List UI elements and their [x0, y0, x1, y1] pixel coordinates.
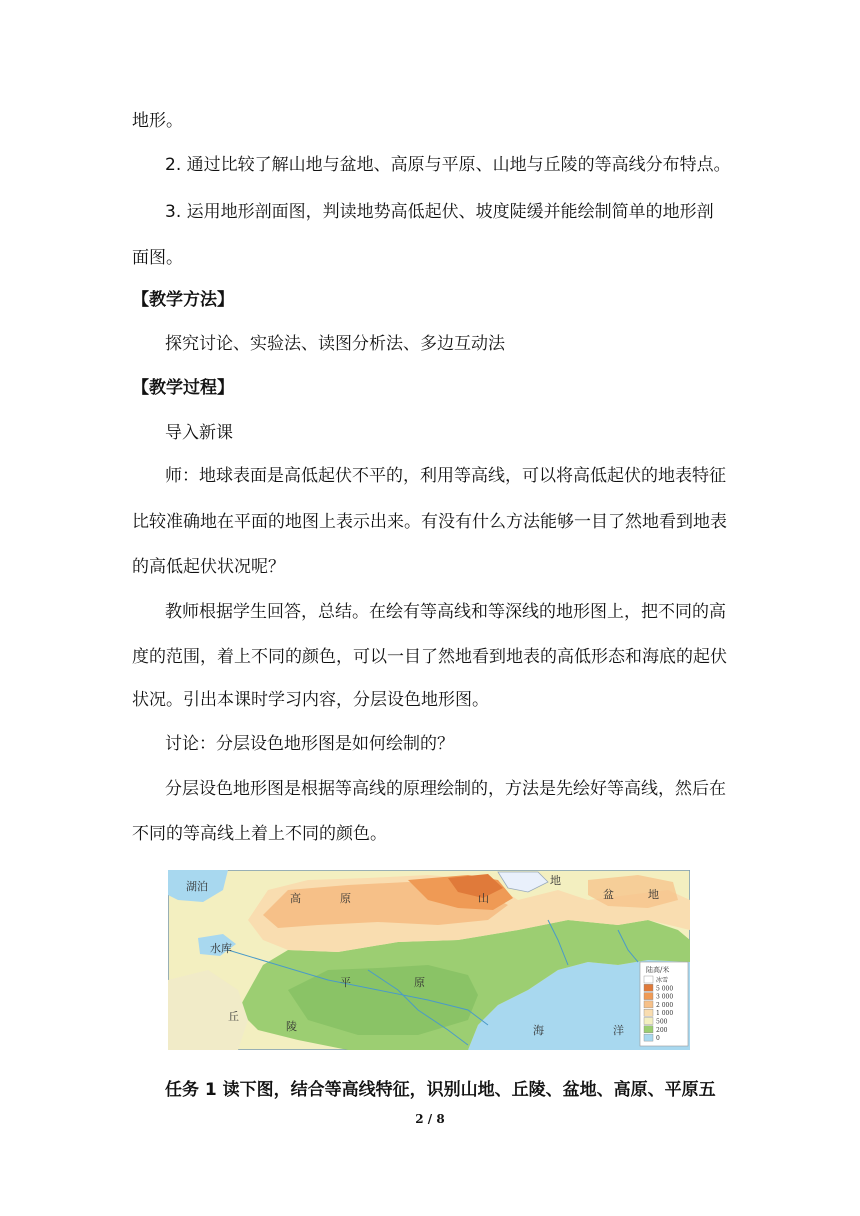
legend-swatch	[644, 1026, 653, 1033]
paragraph-line: 状况。引出本课时学习内容，分层设色地形图。	[132, 690, 489, 710]
paragraph-line: 的高低起伏状况呢？	[132, 557, 285, 577]
legend-label: 0	[656, 1035, 660, 1043]
legend-label: 500	[656, 1018, 668, 1026]
sea-label: 洋	[613, 1024, 624, 1037]
legend-label: 5 000	[656, 985, 674, 993]
paragraph-line: 分层设色地形图是根据等高线的原理绘制的，方法是先绘好等高线，然后在	[165, 779, 726, 799]
legend-swatch	[644, 1018, 653, 1025]
legend-label: 3 000	[656, 993, 674, 1001]
legend-label: 2 000	[656, 1001, 674, 1009]
paragraph-line: 讨论：分层设色地形图是如何绘制的？	[165, 734, 454, 754]
paragraph-line: 探究讨论、实验法、读图分析法、多边互动法	[165, 334, 505, 354]
plain-label: 平	[340, 976, 351, 989]
legend-label: 1 000	[656, 1010, 674, 1018]
paragraph-line: 面图。	[132, 248, 183, 268]
paragraph-line: 度的范围，着上不同的颜色，可以一目了然地看到地表的高低形态和海底的起伏	[132, 647, 727, 667]
legend-swatch	[644, 1009, 653, 1016]
mountain-label: 地	[550, 874, 561, 887]
legend-swatch	[644, 993, 653, 1000]
reservoir-label: 水库	[210, 942, 232, 955]
paragraph-line: 比较准确地在平面的地图上表示出来。有没有什么方法能够一目了然地看到地表	[132, 512, 727, 532]
plateau-label: 原	[340, 892, 351, 905]
paragraph-line: 地形。	[132, 111, 183, 131]
legend-swatch	[644, 984, 653, 991]
basin-label: 地	[648, 888, 659, 901]
paragraph-line: 2. 通过比较了解山地与盆地、高原与平原、山地与丘陵的等高线分布特点。	[165, 155, 731, 175]
plateau-label: 高	[290, 892, 301, 905]
legend-label: 200	[656, 1026, 668, 1034]
section-heading: 【教学过程】	[132, 378, 234, 398]
map-legend	[640, 962, 688, 1046]
layered-color-terrain-map	[168, 870, 690, 1050]
paragraph-line: 导入新课	[165, 423, 233, 443]
page-number: 2 / 8	[415, 1112, 445, 1126]
legend-swatch	[644, 1034, 653, 1041]
hill-label: 陵	[286, 1020, 297, 1033]
paragraph-line: 不同的等高线上着上不同的颜色。	[132, 824, 387, 844]
legend-swatch	[644, 1001, 653, 1008]
basin-label: 盆	[603, 888, 614, 901]
paragraph-line: 师：地球表面是高低起伏不平的，利用等高线，可以将高低起伏的地表特征	[165, 466, 726, 486]
task-heading: 任务 1 读下图，结合等高线特征，识别山地、丘陵、盆地、高原、平原五	[165, 1080, 716, 1100]
plain-label: 原	[414, 976, 425, 989]
lake-label: 湖泊	[186, 880, 208, 893]
hill-label: 丘	[228, 1010, 239, 1023]
legend-title: 陆高/米	[646, 966, 670, 974]
legend-swatch	[644, 976, 653, 983]
paragraph-line: 教师根据学生回答，总结。在绘有等高线和等深线的地形图上，把不同的高	[165, 602, 726, 622]
section-heading: 【教学方法】	[132, 290, 234, 310]
paragraph-line: 3. 运用地形剖面图，判读地势高低起伏、坡度陡缓并能绘制简单的地形剖	[165, 202, 714, 222]
legend-label: 冰雪	[656, 977, 669, 984]
mountain-label: 山	[478, 892, 489, 905]
sea-label: 海	[533, 1024, 544, 1037]
